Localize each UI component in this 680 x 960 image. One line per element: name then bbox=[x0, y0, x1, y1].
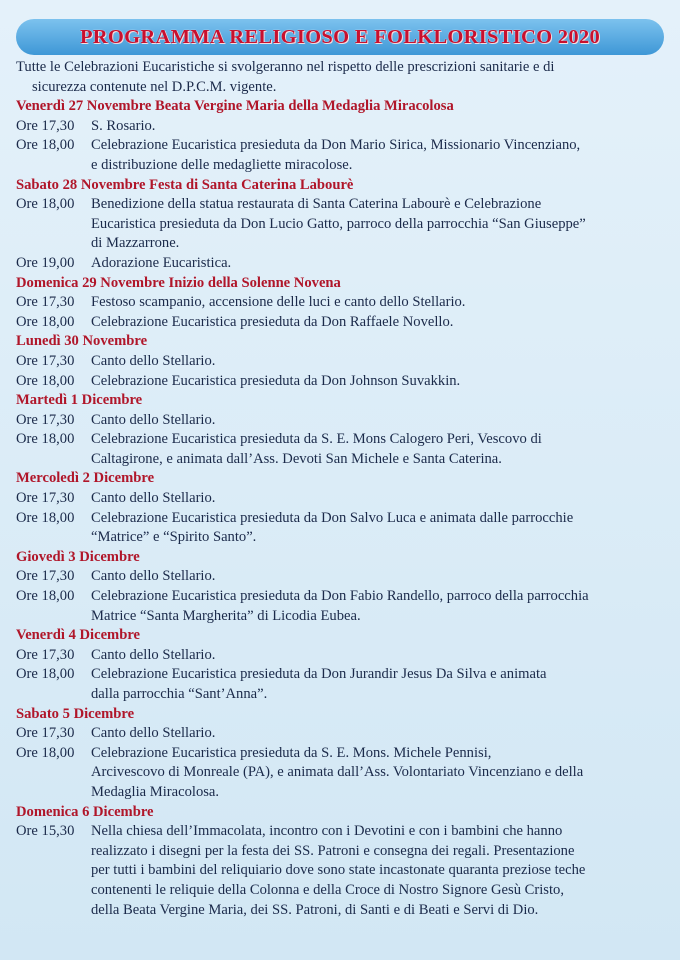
schedule-entry bbox=[16, 372, 668, 392]
schedule-list bbox=[16, 97, 668, 920]
event-time: Ore 17,30 bbox=[16, 352, 75, 369]
description-line: Canto dello Stellario. bbox=[91, 568, 216, 585]
event-description bbox=[91, 509, 668, 548]
description-line: Celebrazione Eucaristica presieduta da Don Raffaele Novello. bbox=[91, 313, 454, 330]
event-time: Ore 15,30 bbox=[16, 823, 75, 840]
title-banner bbox=[16, 19, 664, 55]
description-line: di Mazzarrone. bbox=[91, 235, 180, 252]
description-line: Medaglia Miracolosa. bbox=[91, 783, 220, 800]
description-line: contenenti le reliquie della Colonna e della Croce di Nostro Signore Gesù Cristo, bbox=[91, 881, 564, 898]
event-description bbox=[91, 665, 668, 704]
event-time: Ore 17,30 bbox=[16, 117, 75, 134]
day-heading: Martedì 1 Dicembre bbox=[16, 392, 143, 409]
schedule-entry bbox=[16, 665, 668, 704]
schedule-entry bbox=[16, 313, 668, 333]
event-description bbox=[91, 117, 668, 137]
day-heading: Giovedì 3 Dicembre bbox=[16, 548, 140, 565]
schedule-entry bbox=[16, 117, 668, 137]
schedule-entry bbox=[16, 567, 668, 587]
schedule-entry bbox=[16, 352, 668, 372]
description-line: Celebrazione Eucaristica presieduta da Don Mario Sirica, Missionario Vincenziano, bbox=[91, 137, 581, 154]
event-time: Ore 17,30 bbox=[16, 490, 75, 507]
event-time: Ore 17,30 bbox=[16, 411, 75, 428]
description-line: dalla parrocchia “Sant’Anna”. bbox=[91, 686, 268, 702]
event-time: Ore 18,00 bbox=[16, 666, 75, 683]
event-description bbox=[91, 489, 668, 509]
event-time: Ore 18,00 bbox=[16, 509, 75, 526]
schedule-entry bbox=[16, 744, 668, 803]
schedule-entry bbox=[16, 489, 668, 509]
schedule-entry bbox=[16, 509, 668, 548]
event-description bbox=[91, 372, 668, 392]
day-heading: Domenica 29 Novembre Inizio della Solenne Novena bbox=[16, 274, 341, 291]
event-time: Ore 17,30 bbox=[16, 294, 75, 311]
day-heading: Venerdì 27 Novembre Beata Vergine Maria della Medaglia Miracolosa bbox=[16, 98, 454, 115]
description-line: Benedizione della statua restaurata di Santa Caterina Labourè e Celebrazione bbox=[91, 196, 542, 213]
intro-note bbox=[16, 58, 668, 97]
description-line: Adorazione Eucaristica. bbox=[91, 254, 232, 271]
event-time: Ore 18,00 bbox=[16, 196, 75, 213]
description-line: Festoso scampanio, accensione delle luci e canto dello Stellario. bbox=[91, 294, 466, 311]
description-line: della Beata Vergine Maria, dei SS. Patroni, di Santi e di Beati e Servi di Dio. bbox=[91, 901, 539, 918]
schedule-entry bbox=[16, 411, 668, 431]
event-description bbox=[91, 254, 668, 274]
day-heading: Mercoledì 2 Dicembre bbox=[16, 470, 155, 487]
event-description bbox=[91, 136, 668, 175]
description-line: S. Rosario. bbox=[91, 117, 156, 134]
description-line: Matrice “Santa Margherita” di Licodia Eubea. bbox=[91, 607, 361, 624]
event-time: Ore 18,00 bbox=[16, 137, 75, 154]
event-time: Ore 18,00 bbox=[16, 431, 75, 448]
day-heading: Domenica 6 Dicembre bbox=[16, 803, 154, 820]
description-line: “Matrice” e “Spirito Santo”. bbox=[91, 529, 257, 546]
event-description bbox=[91, 352, 668, 372]
description-line: Arcivescovo di Monreale (PA), e animata dall’Ass. Volontariato Vincenziano e della bbox=[91, 764, 584, 781]
description-line: Eucaristica presieduta da Don Lucio Gatto, parroco della parrocchia “San Giuseppe” bbox=[91, 215, 586, 232]
description-line: per tutti i bambini del reliquiario dove sono state incastonate quaranta preziose teche bbox=[91, 862, 586, 879]
event-description bbox=[91, 195, 668, 254]
event-description bbox=[91, 313, 668, 333]
event-description bbox=[91, 567, 668, 587]
schedule-entry bbox=[16, 254, 668, 274]
schedule-entry bbox=[16, 430, 668, 469]
event-description bbox=[91, 724, 668, 744]
description-line: Canto dello Stellario. bbox=[91, 490, 216, 507]
event-time: Ore 17,30 bbox=[16, 725, 75, 742]
event-time: Ore 18,00 bbox=[16, 372, 75, 389]
description-line: Canto dello Stellario. bbox=[91, 411, 216, 428]
description-line: Canto dello Stellario. bbox=[91, 646, 216, 663]
schedule-entry bbox=[16, 195, 668, 254]
description-line: Caltagirone, e animata dall’Ass. Devoti San Michele e Santa Caterina. bbox=[91, 450, 502, 467]
schedule-entry bbox=[16, 646, 668, 666]
description-line: Canto dello Stellario. bbox=[91, 725, 216, 742]
description-line: Celebrazione Eucaristica presieduta da Don Salvo Luca e animata dalle parrocchie bbox=[91, 509, 574, 526]
description-line: Celebrazione Eucaristica presieduta da S. E. Mons Calogero Peri, Vescovo di bbox=[91, 431, 542, 448]
event-description bbox=[91, 293, 668, 313]
description-line: e distribuzione delle medagliette miracolose. bbox=[91, 156, 353, 173]
event-description bbox=[91, 411, 668, 431]
programme-content bbox=[16, 58, 668, 920]
event-time: Ore 18,00 bbox=[16, 588, 75, 605]
intro-line: sicurezza contenute nel D.P.C.M. vigente. bbox=[32, 78, 277, 95]
schedule-entry bbox=[16, 136, 668, 175]
page-title: PROGRAMMA RELIGIOSO E FOLKLORISTICO 2020 bbox=[79, 25, 600, 48]
event-description bbox=[91, 587, 668, 626]
schedule-entry bbox=[16, 587, 668, 626]
event-time: Ore 19,00 bbox=[16, 254, 75, 271]
description-line: Celebrazione Eucaristica presieduta da Don Johnson Suvakkin. bbox=[91, 372, 461, 389]
event-description bbox=[91, 646, 668, 666]
description-line: Nella chiesa dell’Immacolata, incontro con i Devotini e con i bambini che hanno bbox=[91, 823, 563, 840]
event-time: Ore 18,00 bbox=[16, 313, 75, 330]
schedule-entry bbox=[16, 822, 668, 920]
description-line: realizzato i disegni per la festa dei SS. Patroni e consegna dei regali. Presentazione bbox=[91, 842, 575, 859]
description-line: Celebrazione Eucaristica presieduta da S. E. Mons. Michele Pennisi, bbox=[91, 744, 492, 761]
description-line: Celebrazione Eucaristica presieduta da Don Fabio Randello, parroco della parrocchia bbox=[91, 588, 589, 605]
day-heading: Sabato 28 Novembre Festa di Santa Caterina Labourè bbox=[16, 176, 354, 193]
description-line: Canto dello Stellario. bbox=[91, 352, 216, 369]
event-description bbox=[91, 430, 668, 469]
description-line: Celebrazione Eucaristica presieduta da Don Jurandir Jesus Da Silva e animata bbox=[91, 666, 547, 683]
schedule-entry bbox=[16, 724, 668, 744]
event-description bbox=[91, 822, 668, 920]
day-heading: Lunedì 30 Novembre bbox=[16, 333, 148, 350]
intro-line: Tutte le Celebrazioni Eucaristiche si svolgeranno nel rispetto delle prescrizioni sanitarie e di bbox=[16, 59, 555, 75]
day-heading: Sabato 5 Dicembre bbox=[16, 705, 135, 722]
event-time: Ore 17,30 bbox=[16, 646, 75, 663]
event-time: Ore 18,00 bbox=[16, 744, 75, 761]
day-heading: Venerdì 4 Dicembre bbox=[16, 627, 141, 644]
schedule-entry bbox=[16, 293, 668, 313]
event-description bbox=[91, 744, 668, 803]
event-time: Ore 17,30 bbox=[16, 568, 75, 585]
